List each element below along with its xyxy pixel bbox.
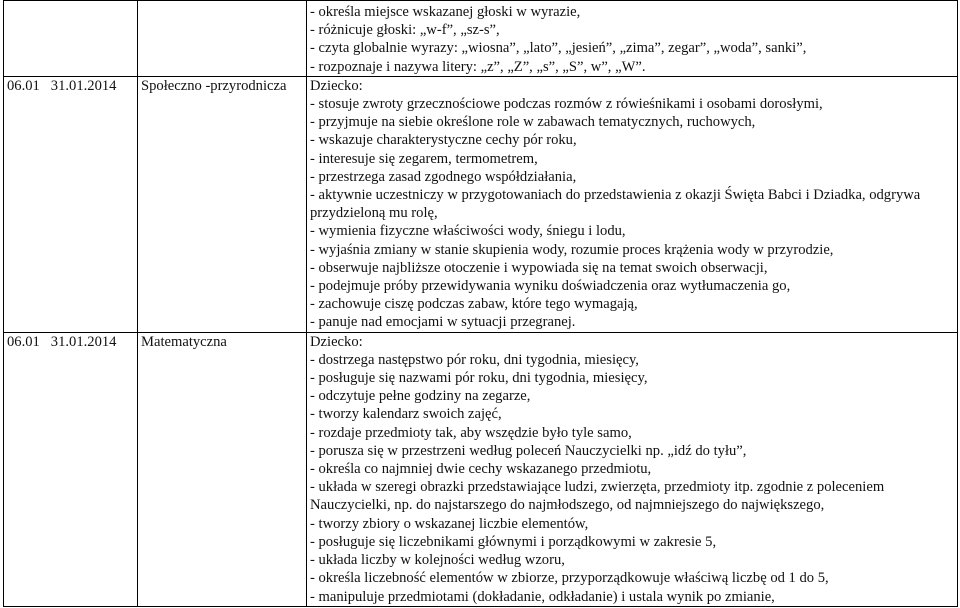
list-item: - tworzy kalendarz swoich zajęć, <box>310 406 502 423</box>
description-cell <box>307 1 958 77</box>
area-cell: Społeczno -przyrodnicza <box>138 76 307 332</box>
cell-header: Dziecko: <box>310 333 363 350</box>
area-cell: Matematyczna <box>138 332 307 606</box>
list-item: - przyjmuje na siebie określone role w zabawach tematycznych, ruchowych, <box>310 114 756 131</box>
list-item: przydzieloną mu rolę, <box>310 205 438 222</box>
list-item: - wymienia fizyczne właściwości wody, śniegu i lodu, <box>310 223 626 240</box>
cell-header: Dziecko: <box>310 77 363 94</box>
list-item: - panuje nad emocjami w sytuacji przegranej. <box>310 314 576 331</box>
list-item: Nauczycielki, np. do najstarszego do najmłodszego, od najmniejszego do największego, <box>310 497 825 514</box>
date-cell: 06.01 31.01.2014 <box>4 76 138 332</box>
list-item: - przestrzega zasad zgodnego współdziałania, <box>310 168 577 185</box>
date-cell: 06.01 31.01.2014 <box>4 332 138 606</box>
date-cell <box>4 1 138 77</box>
list-item: - wskazuje charakterystyczne cechy pór roku, <box>310 132 577 149</box>
list-item: - różnicuje głoski: „w-f”, „sz-s”, <box>310 22 500 39</box>
list-item: - czyta globalnie wyrazy: „wiosna”, „lato”, „jesień”, „zima”, zegar”, „woda”, sanki”, <box>310 40 807 57</box>
list-item: - dostrzega następstwo pór roku, dni tygodnia, miesięcy, <box>310 351 639 368</box>
list-item: - aktywnie uczestniczy w przygotowaniach do przedstawienia z okazji Święta Babci i Dziadka, odgrywa <box>310 187 921 204</box>
list-item: - odczytuje pełne godziny na zegarze, <box>310 388 531 405</box>
description-cell <box>307 332 958 606</box>
list-item: - określa miejsce wskazanej głoski w wyrazie, <box>310 4 581 20</box>
list-item: - posługuje się liczebnikami głównymi i porządkowymi w zakresie 5, <box>310 533 717 550</box>
list-item: - określa co najmniej dwie cechy wskazanego przedmiotu, <box>310 461 652 478</box>
description-cell <box>307 76 958 332</box>
table-row <box>4 1 958 77</box>
curriculum-table <box>3 0 958 607</box>
list-item: - rozpoznaje i nazywa litery: „z”, „Z”, „s”, „S”, w”, „W”. <box>310 58 646 75</box>
list-item: - wyjaśnia zmiany w stanie skupienia wody, rozumie proces krążenia wody w przyrodzie, <box>310 241 834 258</box>
list-item: - porusza się w przestrzeni według poleceń Nauczycielki np. „idź do tyłu”, <box>310 442 747 459</box>
list-item: - interesuje się zegarem, termometrem, <box>310 150 538 167</box>
list-item: - układa w szeregi obrazki przedstawiające ludzi, zwierzęta, przedmioty itp. zgodnie z poleceniem <box>310 479 885 496</box>
list-item: - manipuluje przedmiotami (dokładanie, odkładanie) i ustala wynik po zmianie, <box>310 588 775 605</box>
list-item: - stosuje zwroty grzecznościowe podczas rozmów z rówieśnikami i osobami dorosłymi, <box>310 96 823 113</box>
list-item: - zachowuje ciszę podczas zabaw, które tego wymagają, <box>310 296 638 313</box>
list-item: - rozdaje przedmioty tak, aby wszędzie było tyle samo, <box>310 424 632 441</box>
list-item: - tworzy zbiory o wskazanej liczbie elementów, <box>310 515 589 532</box>
list-item: - obserwuje najbliższe otoczenie i wypowiada się na temat swoich obserwacji, <box>310 259 768 276</box>
table-row <box>4 76 958 332</box>
area-cell <box>138 1 307 77</box>
list-item: - podejmuje próby przewidywania wyniku doświadczenia oraz wytłumaczenia go, <box>310 278 791 295</box>
table-row <box>4 332 958 606</box>
list-item: - określa liczebność elementów w zbiorze, przyporządkowuje właściwą liczbę od 1 do 5, <box>310 570 829 587</box>
list-item: - posługuje się nazwami pór roku, dni tygodnia, miesięcy, <box>310 370 648 387</box>
list-item: - układa liczby w kolejności według wzoru, <box>310 552 565 569</box>
